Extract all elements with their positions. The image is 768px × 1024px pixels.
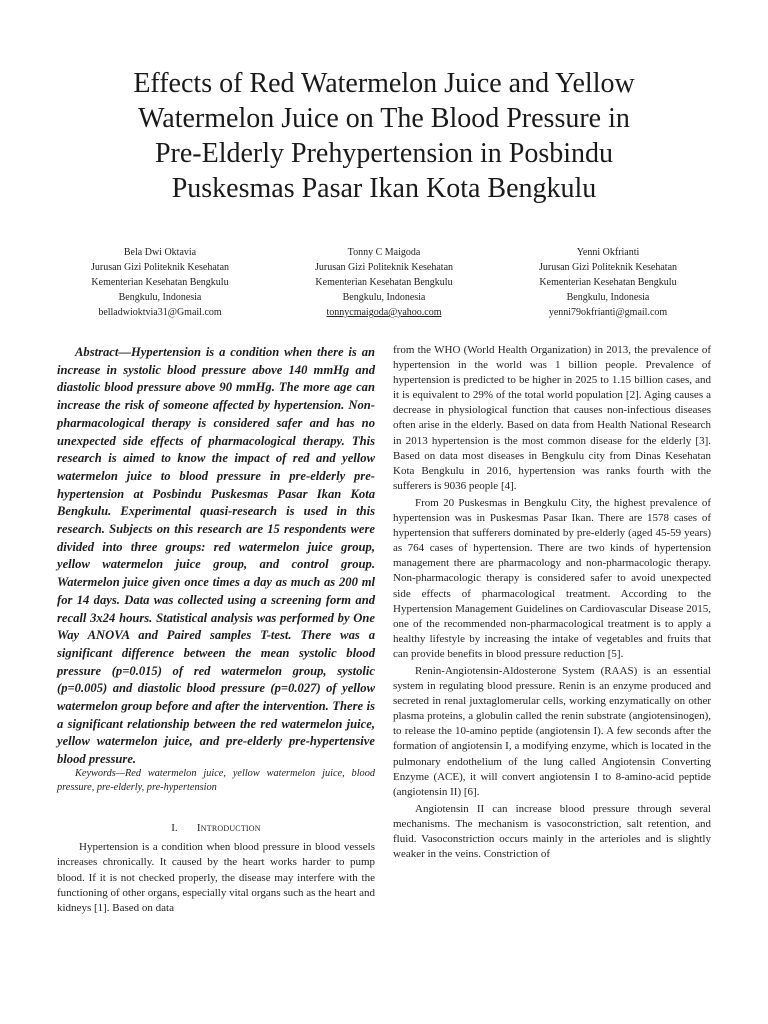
author-institution: Kementerian Kesehatan Bengkulu bbox=[315, 277, 453, 288]
intro-paragraph-left: Hypertension is a condition when blood pressure in blood vessels increases chronically. It caused by the heart works harder to pump blood. If it is not checked properly, the disease may interfere with the functioning of other organs, especially vital organs such as the heart and kidneys [1]. Based on data bbox=[57, 841, 375, 915]
author-location: Bengkulu, Indonesia bbox=[342, 292, 426, 303]
body-paragraph: From 20 Puskesmas in Bengkulu City, the highest prevalence of hypertension was in Puskesmas Pasar Ikan. There are 1578 cases of hypertension that sufferers dominated by pre-elderly (aged 45-59 years) as 764 cases of hypertension. There are two kinds of hypertension management there are pharmacology and non-pharmacologic therapy. Non-pharmacologic therapy is considered safer to avoid unexpected side effects of pharmacological treatment. According to the Hypertension Management Guidelines on Cardiovascular Disease 2015, one of the recommended non-pharmacological treatment is to apply a healthy lifestyle by increasing the intake of vegetables and fruits that can provide benefits in blood pressure reduction [5]. bbox=[393, 496, 711, 660]
keywords: Keywords—Red watermelon juice, yellow watermelon juice, blood pressure, pre-elderly, pre-hypertension bbox=[57, 768, 375, 794]
author-email: yenni79okfrianti@gmail.com bbox=[548, 307, 668, 318]
abstract: Abstract—Hypertension is a condition when there is an increase in systolic blood pressure above 140 mmHg and diastolic blood pressure above 90 mmHg. The more age can increase the risk of someone affected by hypertension. Non-pharmacological therapy is considered safer and has no unexpected side effects of pharmacological therapy. This research is aimed to know the impact of red and yellow watermelon juice to blood pressure in pre-elderly pre-hypertension at Posbindu Puskesmas Pasar Ikan Kota Bengkulu. Experimental quasi-research is used in this research. Subjects on this research are 15 respondents were divided into three groups: red watermelon juice group, yellow watermelon juice group, and control group. Watermelon juice given once times a day as much as 200 ml for 14 days. Data was collected using a screening form and recall 3x24 hours. Statistical analysis was performed by One Way ANOVA and Paired samples T-test. There was a significant difference between the mean systolic blood pressure (p=0.015) of red watermelon group, systolic (p=0.005) and diastolic blood pressure (p=0.027) of yellow watermelon group before and after the intervention. There is a significant relationship between the red watermelon juice, yellow watermelon juice, and pre-elderly pre-hypertensive blood pressure. bbox=[57, 345, 375, 767]
title-line: Effects of Red Watermelon Juice and Yellow bbox=[133, 68, 635, 99]
section-title: Introduction bbox=[196, 822, 261, 834]
right-column bbox=[393, 343, 711, 864]
section-number: I. bbox=[171, 822, 178, 834]
author-department: Jurusan Gizi Politeknik Kesehatan bbox=[314, 262, 454, 273]
author-location: Bengkulu, Indonesia bbox=[118, 292, 202, 303]
section-heading-introduction bbox=[57, 822, 375, 834]
author-email: belladwioktvia31@Gmail.com bbox=[98, 307, 222, 318]
title-line: Puskesmas Pasar Ikan Kota Bengkulu bbox=[171, 173, 597, 204]
author-department: Jurusan Gizi Politeknik Kesehatan bbox=[90, 262, 230, 273]
paper-title bbox=[90, 66, 678, 206]
body-paragraph: from the WHO (World Health Organization) in 2013, the prevalence of hypertension in the world was 1 billion people. Prevalence of hypertension is predicted to be higher in 2025 to 1.15 billion cases, and it is equivalent to 29% of the total world population [2]. Aging causes a decrease in physiological function that causes non-infectious diseases often arise in the elderly. Based on data from Health National Research in 2013 hypertension is the most common disease for the elderly [3]. Based on data most diseases in Bengkulu city from Dinas Kesehatan Kota Bengkulu in 2016, hypertension was ranks fourth with the sufferers is 9036 people [4]. bbox=[393, 344, 711, 492]
title-line: Pre-Elderly Prehypertension in Posbindu bbox=[154, 138, 614, 169]
author-institution: Kementerian Kesehatan Bengkulu bbox=[539, 277, 677, 288]
body-paragraph: Angiotensin II can increase blood pressure through several mechanisms. The mechanism is vasoconstriction, salt retention, and fluid. Vasoconstriction occurs mainly in the arterioles and is slightly weaker in the veins. Constriction of bbox=[393, 802, 711, 861]
body-paragraph: Renin-Angiotensin-Aldosterone System (RAAS) is an essential system in regulating blood pressure. Renin is an enzyme produced and secreted in renal juxtaglomerular cells, working enzymatically on other plasma proteins, a globulin called the renin substrate (angiotensinogen), to release the 10-amino peptide (angiotensin I). A few seconds after the formation of angiotensin I, a modifying enzyme, which is located in the pulmonary endothelium of the lung called Angiotensin Converting Enzyme (ACE), it will convert angiotensin I to 8-amino-acid peptide (angiotensin II) [6]. bbox=[393, 664, 711, 798]
author-2 bbox=[274, 245, 494, 320]
author-name: Tonny C Maigoda bbox=[347, 247, 421, 258]
author-1 bbox=[50, 245, 270, 320]
author-location: Bengkulu, Indonesia bbox=[566, 292, 650, 303]
author-department: Jurusan Gizi Politeknik Kesehatan bbox=[538, 262, 678, 273]
title-line: Watermelon Juice on The Blood Pressure in bbox=[138, 103, 630, 134]
author-institution: Kementerian Kesehatan Bengkulu bbox=[91, 277, 229, 288]
author-name: Bela Dwi Oktavia bbox=[123, 247, 197, 258]
author-name: Yenni Okfrianti bbox=[576, 247, 640, 258]
author-email-link[interactable]: tonnycmaigoda@yahoo.com bbox=[326, 307, 442, 318]
author-3 bbox=[498, 245, 718, 320]
